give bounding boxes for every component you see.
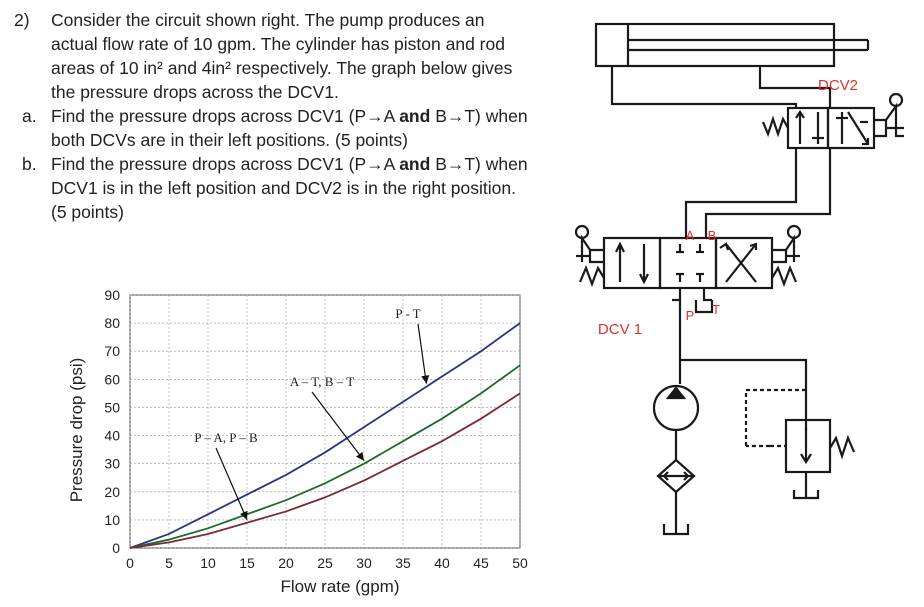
x-axis-label: Flow rate (gpm) [280,577,400,596]
problem-line-1: Consider the circuit shown right. The pump produces an [51,10,485,30]
x-tick-label: 0 [126,555,134,571]
line-dcv1-t [704,288,712,300]
part-a-line-2: both DCVs are in their left positions. (5 points) [51,130,408,150]
x-tick-label: 20 [278,555,294,571]
port-b-label: B [707,228,717,243]
annotation-leader-0 [418,324,426,384]
part-b-post: B→T) when [430,154,528,174]
dcv1-box-left [604,238,660,288]
y-tick-label: 80 [104,315,120,332]
x-tick-label: 30 [356,555,372,571]
problem-line-2: actual flow rate of 10 gpm. The cylinder has piston and rod [51,34,505,54]
x-tick-label: 45 [473,555,489,571]
annotation-arrowhead-1 [356,452,364,461]
dcv2-label: DCV2 [817,77,859,94]
port-p-label: P [685,308,695,323]
line-dcv1-p [672,288,680,300]
y-axis-label: Pressure drop (psi) [67,357,86,503]
port-t-label: T [712,302,720,317]
cylinder-body [596,24,834,66]
relief-spring [830,438,854,456]
y-tick-label: 10 [104,511,120,528]
problem-number: 2) [14,10,30,30]
y-tick-label: 50 [104,399,120,416]
part-a-post: B→T) when [430,106,528,126]
pressure-drop-chart [60,280,540,605]
x-tick-label: 10 [200,555,216,571]
x-tick-label: 35 [395,555,411,571]
port-a-label: A [685,228,695,243]
part-b-pre: Find the pressure drops across DCV1 (P→A [51,154,400,174]
pump-triangle [668,388,684,398]
dcv2-spring [763,119,788,134]
relief-valve [786,420,830,472]
part-b-line-3: (5 points) [51,202,124,222]
part-b-marker: b. [22,154,37,174]
annotation-label-1: A – T, B – T [289,374,355,389]
chart-grid [130,295,520,548]
part-a-bold: and [399,106,431,126]
part-b-line-2: DCV1 is in the left position and DCV2 is in the right position. [51,178,516,198]
tank-t [696,300,712,312]
part-a-pre: Find the pressure drops across DCV1 (P→A [51,106,400,126]
annotation-label-0: P - T [395,306,421,321]
problem-line-3: areas of 10 in² and 4in² respectively. The graph below gives [51,58,513,78]
part-a-marker: a. [22,106,37,126]
x-tick-label: 25 [317,555,333,571]
line-dcv2-b [706,148,830,238]
y-tick-label: 70 [104,343,120,360]
x-tick-label: 15 [239,555,255,571]
dcv1-spring-right [772,268,796,284]
y-tick-label: 0 [112,540,120,556]
y-tick-label: 90 [104,287,120,303]
chart-annotations [194,306,429,520]
y-tick-label: 30 [104,455,120,472]
y-tick-label: 20 [104,483,120,500]
x-tick-label: 40 [434,555,450,571]
y-tick-label: 60 [104,371,120,388]
part-b-line-1 [51,154,528,175]
y-tick-label: 40 [104,427,120,444]
line-dcv2-a [686,148,796,238]
dcv1-spring-left [580,268,604,284]
problem-line-4: the pressure drops across the DCV1. [51,82,339,102]
part-a-line-1 [51,106,528,127]
annotation-label-2: P – A, P – B [194,430,258,445]
dcv2-box-left [788,108,828,148]
x-tick-label: 5 [165,555,173,571]
dcv1-label: DCV 1 [597,321,643,338]
annotation-leader-2 [216,448,247,520]
annotation-leader-1 [312,392,364,461]
x-tick-label: 50 [512,555,528,571]
hydraulic-circuit [560,0,924,560]
part-b-bold: and [399,154,431,174]
dcv1-box-center [660,238,716,288]
